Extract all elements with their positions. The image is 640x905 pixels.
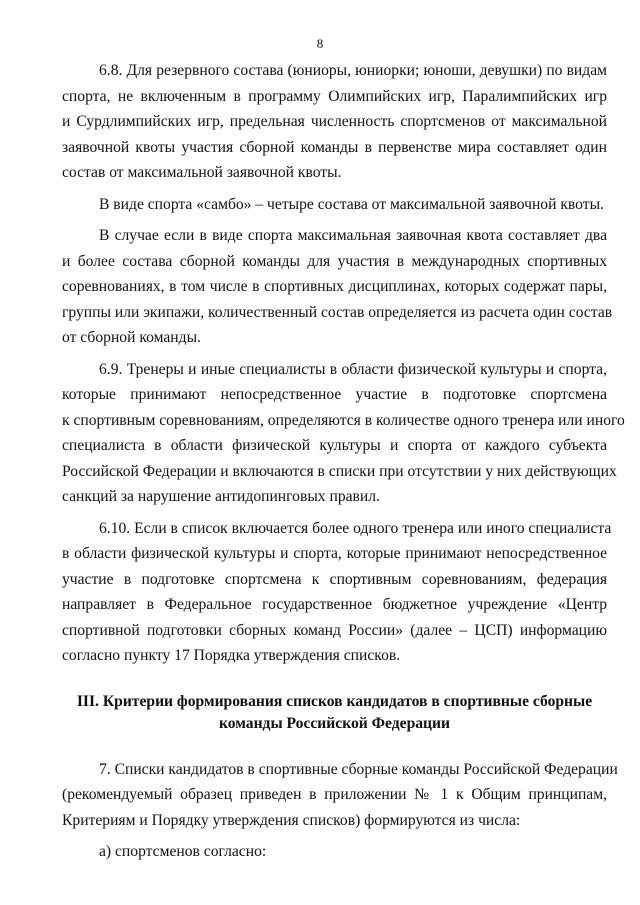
text-line: согласно пункту 17 Порядка утверждения списков. [62,647,401,664]
text-line: спорта, не включенным в программу Олимпийских игр, Паралимпийских игр [62,87,607,105]
text-line: заявочной квоты участия сборной команды в первенстве мира составляет один [62,138,607,156]
heading-line: команды Российской Федерации [218,714,450,732]
text-line: а) спортсменов согласно: [99,843,267,860]
text-line: спортивной подготовки сборных команд России» (далее – ЦСП) информацию [62,621,607,639]
document-body [62,58,625,865]
text-line: и более состава сборной команды для участия в международных спортивных [62,252,607,270]
text-line: соревнованиях, в том числе в спортивных дисциплинах, которых содержат пары, [62,278,607,295]
paragraph-team-quota [62,223,613,351]
section-heading [62,691,607,735]
text-line: 6.8. Для резервного состава (юниоры, юниорки; юноши, девушки) по видам [99,62,607,79]
text-line: специалиста в области физической культуры и спорта от каждого субъекта [62,437,607,454]
page-number: 8 [316,36,324,51]
text-line: направляет в Федеральное государственное бюджетное учреждение «Центр [62,596,607,613]
text-line: В случае если в виде спорта максимальная заявочная квота составляет два [99,227,607,244]
paragraph-7-a [62,839,607,865]
paragraph-sambo [62,192,607,218]
text-line: (рекомендуемый образец приведен в приложении № 1 к Общим принципам, [62,786,607,803]
text-line: санкций за нарушение антидопинговых правил. [62,488,380,505]
text-line: и Сурдлимпийских игр, предельная численность спортсменов от максимальной [62,113,607,130]
text-line: Российской Федерации и включаются в списки при отсутствии у них действующих [62,462,617,480]
text-line: в области физической культуры и спорта, которые принимают непосредственное [62,545,607,562]
text-line: 6.10. Если в список включается более одного тренера или иного специалиста [99,519,612,537]
text-line: 6.9. Тренеры и иные специалисты в области физической культуры и спорта, [99,360,607,378]
paragraph-6-10 [62,516,612,669]
text-line: состав от максимальной заявочной квоты. [62,164,342,181]
text-line: Критериям и Порядку утверждения списков) формируются из числа: [62,811,521,829]
text-line: к спортивным соревнованиям, определяются в количестве одного тренера или иного [62,411,625,429]
paragraph-7 [62,757,618,834]
paragraph-6-9 [62,357,625,510]
text-line: 7. Списки кандидатов в спортивные сборные команды Российской Федерации [99,760,618,778]
text-line: В виде спорта «самбо» – четыре состава от максимальной заявочной квоты. [99,195,604,213]
text-line: группы или экипажи, количественный состав определяется из расчета один состав [62,303,613,321]
paragraph-6-8 [62,58,607,186]
text-line: от сборной команды. [62,329,201,346]
text-line: которые принимают непосредственное участие в подготовке спортсмена [62,386,607,403]
heading-line: III. Критерии формирования списков кандидатов в спортивные сборные [76,692,593,710]
text-line: участие в подготовке спортсмена к спортивным соревнованиям, федерация [62,570,607,588]
